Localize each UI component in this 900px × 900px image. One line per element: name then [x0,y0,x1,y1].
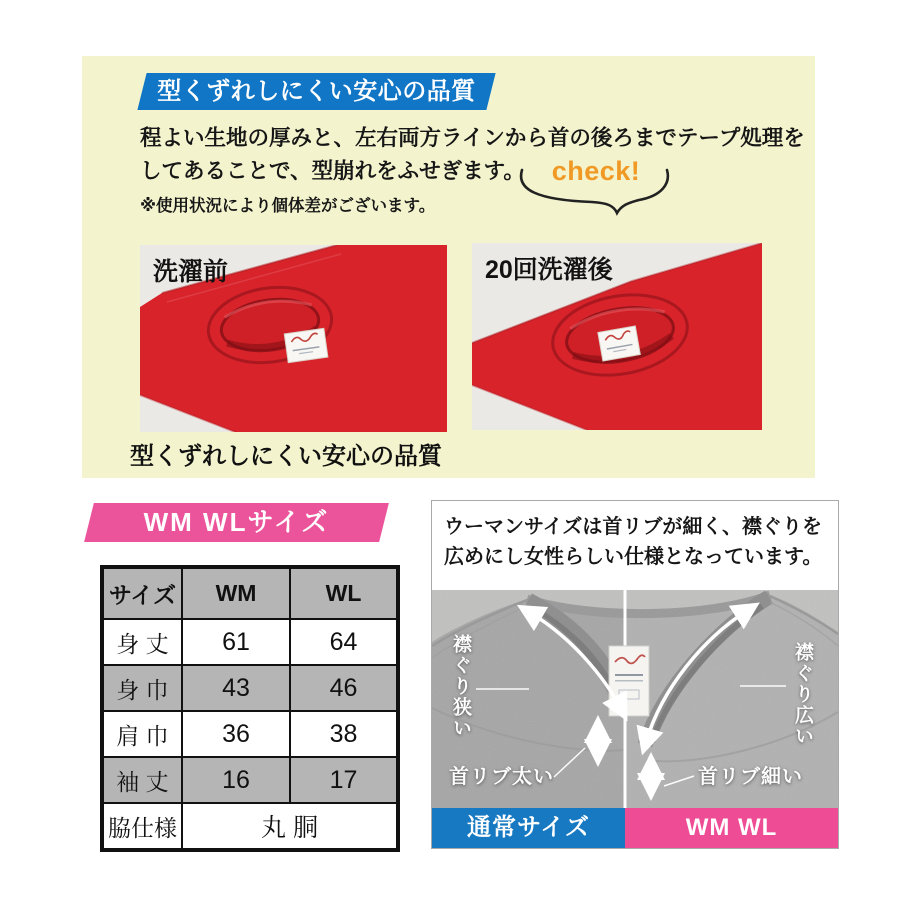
size-table-header-row [102,567,398,619]
quality-note: ※使用状況により個体差がございます。 [140,197,436,215]
size-table-header: WL [290,567,398,619]
row-label: 身 巾 [102,665,182,711]
collar-comparison-image [432,590,838,809]
table-row [102,757,398,803]
collar-wide-label: 襟ぐり広い [792,642,813,747]
size-table-header: サイズ [102,567,182,619]
quality-caption: 型くずれしにくい安心の品質 [130,443,442,470]
row-wl-value: 64 [290,619,398,665]
row-label: 肩 巾 [102,711,182,757]
check-label: check! [551,156,641,186]
size-table-header: WM [182,567,290,619]
footer-value: 丸 胴 [182,803,398,850]
footer-label: 脇仕様 [102,803,182,850]
table-footer-row [102,803,398,850]
row-wl-value: 46 [290,665,398,711]
quality-body-text [140,122,805,188]
table-row [102,665,398,711]
quality-body-line2: してあることで、型崩れをふせぎます。 [140,159,525,183]
quality-section [82,56,815,478]
comparison-bars [432,808,838,848]
size-ribbon [84,503,389,542]
table-row [102,711,398,757]
care-label [609,646,649,716]
row-wm-value: 61 [182,619,290,665]
comparison-body-text [444,512,822,572]
comparison-body-line2: 広めにし女性らしい仕様となっています。 [444,546,823,568]
quality-ribbon [137,73,495,110]
row-wm-value: 16 [182,757,290,803]
photo-before-wash [140,245,447,432]
rib-thick-label: 首リブ太い [449,766,554,788]
row-wl-value: 38 [290,711,398,757]
photo-before-label: 洗濯前 [153,258,229,286]
brace-icon [514,168,678,216]
womens-size-bar: WM WL [625,808,838,848]
row-wm-value: 43 [182,665,290,711]
quality-ribbon-label: 型くずれしにくい安心の品質 [157,78,476,105]
size-table [100,565,400,852]
comparison-body-line1: ウーマンサイズは首リブが細く、襟ぐりを [444,516,822,538]
check-callout [514,156,678,220]
photo-after-wash [472,243,762,430]
table-row [102,619,398,665]
collar-narrow-label: 襟ぐり狭い [450,634,471,739]
photo-after-label: 20回洗濯後 [485,256,613,284]
rib-thin-label: 首リブ細い [698,766,803,788]
quality-body-line1: 程よい生地の厚みと、左右両方ラインから首の後ろまでテープ処理を [140,126,805,150]
care-label [598,326,640,361]
row-label: 身 丈 [102,619,182,665]
size-ribbon-label: WM WLサイズ [143,507,330,537]
comparison-panel [431,500,839,849]
normal-size-bar: 通常サイズ [432,808,625,848]
row-wm-value: 36 [182,711,290,757]
care-label [284,328,328,362]
row-label: 袖 丈 [102,757,182,803]
row-wl-value: 17 [290,757,398,803]
